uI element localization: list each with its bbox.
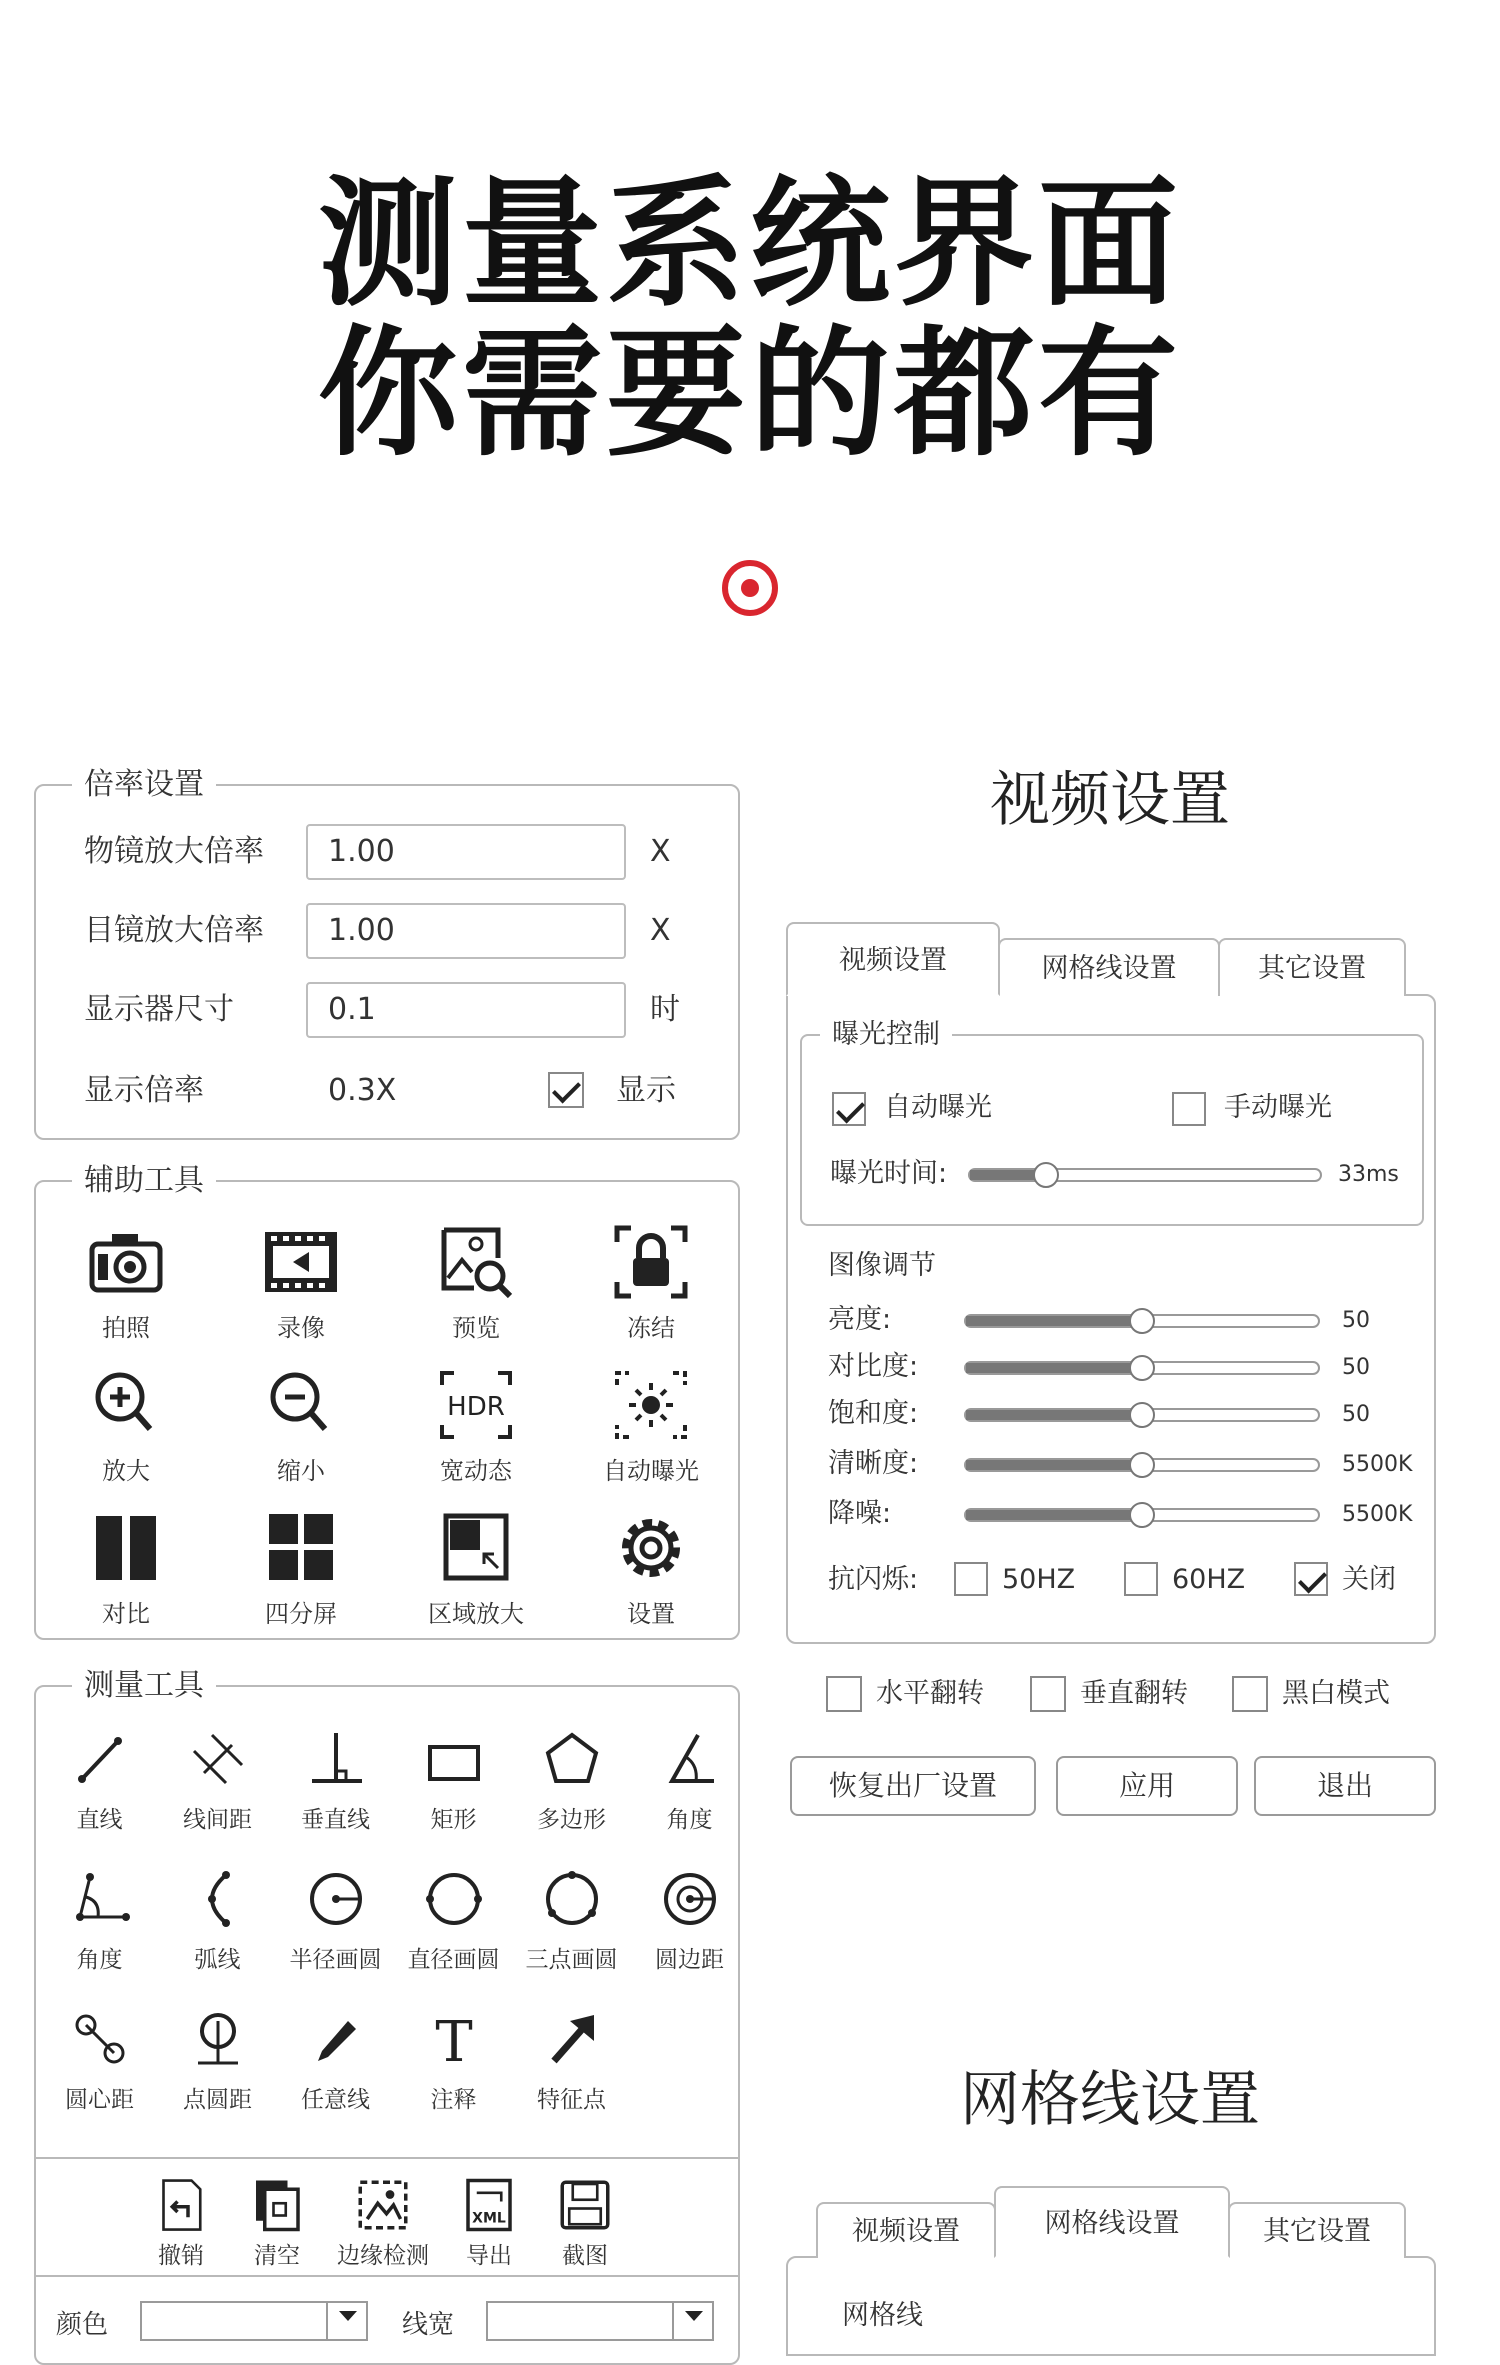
edge-detect-icon xyxy=(355,2177,411,2233)
btool-export-label: 导出 xyxy=(466,2243,512,2269)
brightness-thumb[interactable] xyxy=(1129,1308,1155,1334)
diameter-circle-icon xyxy=(422,1867,486,1931)
btool-clear[interactable] xyxy=(232,2177,322,2270)
exposure-time-slider[interactable] xyxy=(968,1168,1322,1182)
btool-clear-label: 清空 xyxy=(254,2243,300,2269)
monitor-size-unit: 时 xyxy=(650,992,680,1027)
btool-screenshot[interactable] xyxy=(540,2177,630,2270)
btool-screenshot-label: 截图 xyxy=(562,2243,608,2269)
mtool-rectangle-label: 矩形 xyxy=(430,1807,477,1833)
pencil-icon xyxy=(304,2007,368,2071)
mtool-point-circle[interactable] xyxy=(160,2007,275,2114)
three-point-circle-icon xyxy=(540,1867,604,1931)
hflip-checkbox[interactable] xyxy=(826,1676,862,1712)
undo-icon xyxy=(153,2177,209,2233)
mtool-point-circle-label: 点圆距 xyxy=(183,2087,252,2113)
chevron-down-icon xyxy=(672,2303,712,2341)
sharpness-fill xyxy=(966,1460,1142,1470)
magnification-group xyxy=(34,767,740,1140)
tool-zoom-in-label: 放大 xyxy=(102,1457,150,1485)
tool-wdr[interactable] xyxy=(406,1365,546,1486)
mtool-perpendicular-label: 垂直线 xyxy=(301,1807,370,1833)
exposure-time-label: 曝光时间: xyxy=(830,1158,948,1189)
mtool-arc[interactable] xyxy=(160,1867,275,1974)
grid-settings-panel xyxy=(786,2256,1436,2356)
text-icon xyxy=(422,2007,486,2075)
aux-tools-legend: 辅助工具 xyxy=(72,1162,216,1200)
mtool-line-label: 直线 xyxy=(76,1807,123,1833)
measure-tools-legend: 测量工具 xyxy=(72,1667,216,1705)
bottom-toolbar-divider xyxy=(36,2157,738,2159)
flicker-off-checkbox[interactable] xyxy=(1294,1562,1328,1596)
tool-record[interactable] xyxy=(231,1222,371,1343)
radius-circle-icon xyxy=(304,1867,368,1931)
tool-freeze[interactable] xyxy=(581,1222,721,1343)
tool-quad-label: 四分屏 xyxy=(265,1600,337,1628)
btool-export[interactable] xyxy=(444,2177,534,2270)
tool-compare-label: 对比 xyxy=(102,1600,150,1628)
exit-button[interactable]: 退出 xyxy=(1254,1756,1436,1816)
camera-icon xyxy=(86,1222,166,1302)
mtool-radius-circle[interactable] xyxy=(278,1867,393,1974)
tool-auto-exposure-label: 自动曝光 xyxy=(603,1457,699,1485)
measure-tools-group xyxy=(34,1668,740,2365)
mtool-feature-point-label: 特征点 xyxy=(537,2087,606,2113)
contrast-label: 对比度: xyxy=(828,1351,919,1382)
sharpness-value: 5500K xyxy=(1342,1452,1413,1477)
monitor-size-label: 显示器尺寸 xyxy=(84,992,234,1027)
aux-tools-group xyxy=(34,1163,740,1640)
mtool-three-point-circle-label: 三点画圆 xyxy=(525,1947,618,1973)
hero-line-2: 你需要的都有 xyxy=(317,313,1182,476)
rectangle-icon xyxy=(422,1727,486,1791)
zoom-in-icon xyxy=(86,1365,166,1445)
point-circle-icon xyxy=(186,2007,250,2071)
denoise-label: 降噪: xyxy=(828,1498,892,1529)
btool-edge-detect[interactable] xyxy=(328,2177,438,2270)
mtool-polygon[interactable] xyxy=(514,1727,629,1834)
tool-settings[interactable] xyxy=(581,1508,721,1629)
width-dropdown[interactable] xyxy=(486,2301,714,2341)
tool-photo[interactable] xyxy=(56,1222,196,1343)
mtool-freehand[interactable] xyxy=(278,2007,393,2114)
line-icon xyxy=(68,1727,132,1791)
mono-mode-checkbox[interactable] xyxy=(1232,1676,1268,1712)
saturation-label: 饱和度: xyxy=(828,1398,919,1429)
image-search-icon xyxy=(436,1222,516,1302)
svg-text:HDR: HDR xyxy=(447,1392,505,1422)
mtool-circle-edge[interactable] xyxy=(632,1867,747,1974)
tool-compare[interactable] xyxy=(56,1508,196,1629)
gear-icon xyxy=(611,1508,691,1588)
width-label: 线宽 xyxy=(402,2310,455,2340)
perpendicular-icon xyxy=(304,1727,368,1791)
hero-title xyxy=(0,163,1500,476)
color-dropdown[interactable] xyxy=(140,2301,368,2341)
grid-tab-grid-settings[interactable]: 网格线设置 xyxy=(994,2186,1230,2258)
image-adjust-heading: 图像调节 xyxy=(828,1250,936,1281)
mtool-polygon-label: 多边形 xyxy=(537,1807,606,1833)
mtool-diameter-circle-label: 直径画圆 xyxy=(407,1947,500,1973)
flicker-60hz-label: 60HZ xyxy=(1172,1564,1246,1595)
flicker-off-label: 关闭 xyxy=(1342,1564,1396,1595)
saturation-thumb[interactable] xyxy=(1129,1402,1155,1428)
flicker-50hz-label: 50HZ xyxy=(1002,1564,1076,1595)
manual-exposure-checkbox[interactable] xyxy=(1172,1092,1206,1126)
tool-record-label: 录像 xyxy=(277,1314,325,1342)
tool-auto-exposure[interactable] xyxy=(581,1365,721,1486)
svg-text:XML: XML xyxy=(472,2210,506,2227)
tool-preview-label: 预览 xyxy=(452,1314,500,1342)
tool-zoom-out-label: 缩小 xyxy=(277,1457,325,1485)
sharpness-thumb[interactable] xyxy=(1129,1452,1155,1478)
eyepiece-mag-label: 目镜放大倍率 xyxy=(84,913,264,948)
hero-line-1: 测量系统界面 xyxy=(317,163,1182,326)
mtool-three-point-circle[interactable] xyxy=(514,1867,629,1974)
mtool-freehand-label: 任意线 xyxy=(301,2087,370,2113)
angle-icon xyxy=(658,1727,722,1791)
tool-preview[interactable] xyxy=(406,1222,546,1343)
flicker-60hz-checkbox[interactable] xyxy=(1124,1562,1158,1596)
tool-wdr-label: 宽动态 xyxy=(440,1457,512,1485)
denoise-value: 5500K xyxy=(1342,1502,1413,1527)
clear-pages-icon xyxy=(249,2177,305,2233)
line-distance-icon xyxy=(186,1727,250,1791)
saturation-fill xyxy=(966,1410,1142,1420)
objective-mag-input[interactable]: 1.00 xyxy=(306,824,626,880)
tool-photo-label: 拍照 xyxy=(102,1314,150,1342)
show-label: 显示 xyxy=(616,1073,676,1108)
mono-mode-label: 黑白模式 xyxy=(1282,1678,1390,1709)
mtool-line-distance[interactable] xyxy=(160,1727,275,1834)
target-icon xyxy=(722,560,778,616)
mtool-line[interactable] xyxy=(42,1727,157,1834)
mtool-perpendicular[interactable] xyxy=(278,1727,393,1834)
grid-tab-video-settings[interactable]: 视频设置 xyxy=(816,2202,996,2258)
eyepiece-mag-input[interactable]: 1.00 xyxy=(306,903,626,959)
save-disk-icon xyxy=(557,2177,613,2233)
tool-zoom-out[interactable] xyxy=(231,1365,371,1486)
video-settings-title: 视频设置 xyxy=(990,765,1230,835)
objective-mag-label: 物镜放大倍率 xyxy=(84,834,264,869)
arc-icon xyxy=(186,1867,250,1931)
contrast-value: 50 xyxy=(1342,1355,1370,1380)
exposure-time-value: 33ms xyxy=(1338,1162,1399,1187)
btool-edge-detect-label: 边缘检测 xyxy=(337,2243,429,2269)
show-checkbox[interactable] xyxy=(548,1072,584,1108)
btool-undo-label: 撤销 xyxy=(158,2243,204,2269)
display-mag-label: 显示倍率 xyxy=(84,1073,204,1108)
mtool-arc-label: 弧线 xyxy=(194,1947,241,1973)
display-mag-value: 0.3X xyxy=(328,1073,397,1108)
chevron-down-icon xyxy=(326,2303,366,2341)
mtool-angle-label: 角度 xyxy=(666,1807,713,1833)
sun-icon xyxy=(611,1365,691,1445)
saturation-value: 50 xyxy=(1342,1402,1370,1427)
brightness-label: 亮度: xyxy=(828,1304,892,1335)
exposure-time-thumb[interactable] xyxy=(1033,1162,1059,1188)
exposure-legend: 曝光控制 xyxy=(820,1016,952,1054)
mtool-center-distance-label: 圆心距 xyxy=(65,2087,134,2113)
mtool-angle-2[interactable] xyxy=(42,1867,157,1974)
mtool-line-distance-label: 线间距 xyxy=(183,1807,252,1833)
contrast-thumb[interactable] xyxy=(1129,1355,1155,1381)
tab-other-settings[interactable]: 其它设置 xyxy=(1218,938,1406,996)
quad-grid-icon xyxy=(261,1508,341,1588)
mtool-radius-circle-label: 半径画圆 xyxy=(289,1947,382,1973)
btool-undo[interactable] xyxy=(136,2177,226,2270)
tool-region-zoom-label: 区域放大 xyxy=(428,1600,524,1628)
zoom-out-icon xyxy=(261,1365,341,1445)
svg-text:T: T xyxy=(434,2010,473,2075)
exposure-group xyxy=(800,1019,1424,1226)
vflip-checkbox[interactable] xyxy=(1030,1676,1066,1712)
xml-export-icon xyxy=(461,2177,517,2233)
auto-exposure-label: 自动曝光 xyxy=(884,1092,992,1123)
tool-zoom-in[interactable] xyxy=(56,1365,196,1486)
lock-icon xyxy=(611,1222,691,1302)
eyepiece-mag-unit: X xyxy=(650,913,671,948)
apply-button[interactable]: 应用 xyxy=(1056,1756,1238,1816)
angle-points-icon xyxy=(68,1867,132,1931)
tool-quad[interactable] xyxy=(231,1508,371,1629)
concentric-circle-icon xyxy=(658,1867,722,1931)
magnification-legend: 倍率设置 xyxy=(72,766,216,804)
mtool-annotation-label: 注释 xyxy=(430,2087,477,2113)
brightness-value: 50 xyxy=(1342,1308,1370,1333)
hflip-label: 水平翻转 xyxy=(876,1678,984,1709)
center-distance-icon xyxy=(68,2007,132,2071)
anti-flicker-label: 抗闪烁: xyxy=(828,1564,919,1595)
manual-exposure-label: 手动曝光 xyxy=(1224,1092,1332,1123)
denoise-thumb[interactable] xyxy=(1129,1502,1155,1528)
options-divider xyxy=(36,2275,738,2277)
color-label: 颜色 xyxy=(56,2310,109,2340)
tool-freeze-label: 冻结 xyxy=(627,1314,675,1342)
mtool-diameter-circle[interactable] xyxy=(396,1867,511,1974)
mtool-center-distance[interactable] xyxy=(42,2007,157,2114)
mtool-angle-2-label: 角度 xyxy=(76,1947,123,1973)
mtool-angle[interactable] xyxy=(632,1727,747,1834)
denoise-fill xyxy=(966,1510,1142,1520)
monitor-size-input[interactable]: 0.1 xyxy=(306,982,626,1038)
brightness-fill xyxy=(966,1316,1142,1326)
mtool-circle-edge-label: 圆边距 xyxy=(655,1947,724,1973)
grid-legend: 网格线 xyxy=(842,2300,923,2331)
mtool-rectangle[interactable] xyxy=(396,1727,511,1834)
video-record-icon xyxy=(261,1222,341,1302)
contrast-fill xyxy=(966,1363,1142,1373)
sharpness-label: 清晰度: xyxy=(828,1448,919,1479)
pentagon-icon xyxy=(540,1727,604,1791)
mtool-annotation[interactable] xyxy=(396,2007,511,2114)
auto-exposure-checkbox[interactable] xyxy=(832,1092,866,1126)
hdr-icon xyxy=(436,1365,516,1445)
tool-settings-label: 设置 xyxy=(627,1600,675,1628)
vflip-label: 垂直翻转 xyxy=(1080,1678,1188,1709)
tool-region-zoom[interactable] xyxy=(406,1508,546,1629)
restore-defaults-button[interactable]: 恢复出厂设置 xyxy=(790,1756,1036,1816)
video-settings-panel xyxy=(786,994,1436,1644)
split-view-icon xyxy=(86,1508,166,1588)
grid-settings-title: 网格线设置 xyxy=(960,2065,1260,2135)
tab-video-settings[interactable]: 视频设置 xyxy=(786,922,1000,996)
region-zoom-icon xyxy=(436,1508,516,1588)
arrow-icon xyxy=(540,2007,604,2071)
grid-tab-other-settings[interactable]: 其它设置 xyxy=(1228,2202,1406,2258)
flicker-50hz-checkbox[interactable] xyxy=(954,1562,988,1596)
mtool-feature-point[interactable] xyxy=(514,2007,629,2114)
tab-grid-settings[interactable]: 网格线设置 xyxy=(998,938,1220,996)
objective-mag-unit: X xyxy=(650,834,671,869)
